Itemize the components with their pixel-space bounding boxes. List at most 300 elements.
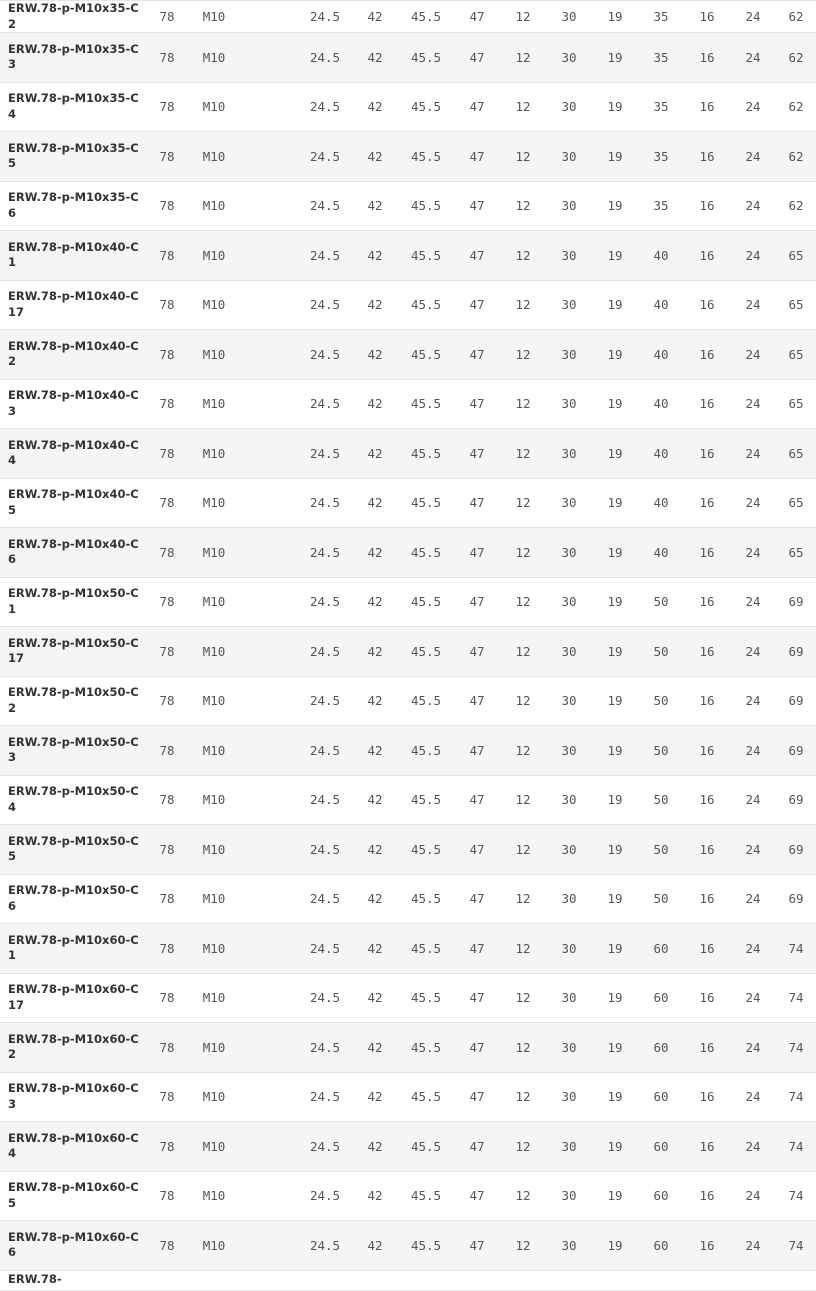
value-cell: 45.5 <box>398 181 454 231</box>
value-cell: 42 <box>352 429 398 479</box>
value-cell: 30 <box>546 379 592 429</box>
table-row[interactable] <box>0 1270 816 1290</box>
value-cell: M10 <box>190 280 238 330</box>
value-cell: 47 <box>454 874 500 924</box>
value-cell: 24 <box>730 33 776 83</box>
value-cell: 19 <box>592 825 638 875</box>
value-cell: 42 <box>352 1072 398 1122</box>
value-cell: 35 <box>638 132 684 182</box>
value-cell: 42 <box>352 231 398 281</box>
value-cell: 24.5 <box>298 1122 352 1172</box>
value-cell: 19 <box>592 478 638 528</box>
value-cell <box>546 1270 592 1290</box>
product-code-cell: ERW.78-p-M10x40-C17 <box>0 280 144 330</box>
value-cell: M10 <box>190 330 238 380</box>
value-cell <box>238 825 298 875</box>
product-code-cell: ERW.78-p-M10x50-C2 <box>0 676 144 726</box>
value-cell: 24.5 <box>298 82 352 132</box>
value-cell: 19 <box>592 676 638 726</box>
value-cell: 74 <box>776 1122 816 1172</box>
value-cell: 16 <box>684 1 730 33</box>
table-row[interactable] <box>0 132 816 182</box>
value-cell: 30 <box>546 1221 592 1271</box>
value-cell: 19 <box>592 231 638 281</box>
value-cell: 24 <box>730 181 776 231</box>
value-cell <box>238 82 298 132</box>
value-cell: 47 <box>454 1023 500 1073</box>
value-cell: 40 <box>638 330 684 380</box>
value-cell: 47 <box>454 726 500 776</box>
table-row[interactable] <box>0 775 816 825</box>
value-cell <box>454 1270 500 1290</box>
value-cell: 40 <box>638 379 684 429</box>
value-cell <box>298 1270 352 1290</box>
value-cell: 19 <box>592 379 638 429</box>
value-cell: M10 <box>190 379 238 429</box>
table-row[interactable] <box>0 825 816 875</box>
value-cell: M10 <box>190 775 238 825</box>
value-cell: 16 <box>684 676 730 726</box>
value-cell: 42 <box>352 676 398 726</box>
value-cell: 16 <box>684 775 730 825</box>
value-cell: 16 <box>684 726 730 776</box>
value-cell: 24 <box>730 825 776 875</box>
value-cell: 42 <box>352 726 398 776</box>
value-cell: M10 <box>190 478 238 528</box>
value-cell: 16 <box>684 478 730 528</box>
value-cell: 12 <box>500 1171 546 1221</box>
table-row[interactable] <box>0 577 816 627</box>
value-cell: M10 <box>190 726 238 776</box>
value-cell: 62 <box>776 82 816 132</box>
value-cell: 16 <box>684 82 730 132</box>
value-cell: 19 <box>592 627 638 677</box>
value-cell <box>238 33 298 83</box>
value-cell: 12 <box>500 577 546 627</box>
value-cell: 24 <box>730 528 776 578</box>
value-cell: M10 <box>190 676 238 726</box>
value-cell: 24.5 <box>298 775 352 825</box>
value-cell: 12 <box>500 280 546 330</box>
value-cell: 42 <box>352 478 398 528</box>
value-cell: 42 <box>352 82 398 132</box>
value-cell: 45.5 <box>398 775 454 825</box>
value-cell: 35 <box>638 82 684 132</box>
value-cell: 69 <box>776 676 816 726</box>
value-cell: 12 <box>500 1023 546 1073</box>
product-code-cell: ERW.78-p-M10x60-C1 <box>0 924 144 974</box>
value-cell: 16 <box>684 577 730 627</box>
value-cell: 45.5 <box>398 726 454 776</box>
value-cell: 35 <box>638 33 684 83</box>
value-cell: M10 <box>190 874 238 924</box>
product-code-cell: ERW.78-p-M10x40-C5 <box>0 478 144 528</box>
value-cell: 45.5 <box>398 577 454 627</box>
value-cell: 45.5 <box>398 1072 454 1122</box>
product-code-cell: ERW.78-p-M10x60-C17 <box>0 973 144 1023</box>
value-cell: 16 <box>684 132 730 182</box>
value-cell: M10 <box>190 82 238 132</box>
value-cell: 30 <box>546 676 592 726</box>
value-cell: 78 <box>144 726 190 776</box>
value-cell: 47 <box>454 1122 500 1172</box>
value-cell <box>352 1270 398 1290</box>
product-code-cell: ERW.78-p-M10x50-C3 <box>0 726 144 776</box>
value-cell: 50 <box>638 627 684 677</box>
value-cell: 19 <box>592 429 638 479</box>
value-cell: 30 <box>546 726 592 776</box>
value-cell: 78 <box>144 231 190 281</box>
value-cell: 24 <box>730 577 776 627</box>
value-cell: 12 <box>500 330 546 380</box>
value-cell: M10 <box>190 825 238 875</box>
value-cell <box>238 528 298 578</box>
table-row[interactable] <box>0 330 816 380</box>
value-cell: 65 <box>776 528 816 578</box>
value-cell: 19 <box>592 1171 638 1221</box>
value-cell: 45.5 <box>398 528 454 578</box>
value-cell: 12 <box>500 924 546 974</box>
table-row[interactable] <box>0 1122 816 1172</box>
value-cell: 42 <box>352 280 398 330</box>
value-cell: 24 <box>730 429 776 479</box>
product-code-cell: ERW.78-p-M10x60-C4 <box>0 1122 144 1172</box>
value-cell: 78 <box>144 627 190 677</box>
value-cell: 78 <box>144 33 190 83</box>
value-cell: 19 <box>592 132 638 182</box>
value-cell: M10 <box>190 132 238 182</box>
value-cell: 47 <box>454 379 500 429</box>
value-cell: 40 <box>638 528 684 578</box>
value-cell: 19 <box>592 1 638 33</box>
value-cell <box>684 1270 730 1290</box>
value-cell: M10 <box>190 577 238 627</box>
value-cell: 50 <box>638 775 684 825</box>
value-cell: 30 <box>546 775 592 825</box>
value-cell: 78 <box>144 577 190 627</box>
value-cell: 78 <box>144 924 190 974</box>
table-row[interactable] <box>0 429 816 479</box>
value-cell: 24 <box>730 874 776 924</box>
value-cell: 30 <box>546 429 592 479</box>
value-cell: 42 <box>352 874 398 924</box>
value-cell <box>238 132 298 182</box>
value-cell: M10 <box>190 1 238 33</box>
value-cell: 12 <box>500 1221 546 1271</box>
product-code-cell: ERW.78-p-M10x50-C4 <box>0 775 144 825</box>
value-cell: 12 <box>500 1122 546 1172</box>
table-row[interactable] <box>0 924 816 974</box>
value-cell: 45.5 <box>398 280 454 330</box>
value-cell <box>238 478 298 528</box>
value-cell <box>238 1270 298 1290</box>
value-cell <box>238 181 298 231</box>
value-cell: 19 <box>592 1072 638 1122</box>
value-cell: 30 <box>546 528 592 578</box>
value-cell <box>238 1072 298 1122</box>
value-cell: 47 <box>454 181 500 231</box>
value-cell: 24 <box>730 379 776 429</box>
value-cell: 74 <box>776 973 816 1023</box>
value-cell: 16 <box>684 379 730 429</box>
value-cell: 24.5 <box>298 1 352 33</box>
product-code-cell: ERW.78-p-M10x60-C6 <box>0 1221 144 1271</box>
value-cell: 45.5 <box>398 231 454 281</box>
value-cell: 42 <box>352 1122 398 1172</box>
value-cell: 45.5 <box>398 627 454 677</box>
value-cell: 12 <box>500 676 546 726</box>
value-cell: 45.5 <box>398 82 454 132</box>
value-cell: 16 <box>684 627 730 677</box>
value-cell <box>238 627 298 677</box>
value-cell: 24.5 <box>298 280 352 330</box>
value-cell: 78 <box>144 280 190 330</box>
value-cell: 78 <box>144 1072 190 1122</box>
value-cell: 50 <box>638 726 684 776</box>
value-cell: 16 <box>684 973 730 1023</box>
value-cell: M10 <box>190 1023 238 1073</box>
table-row[interactable] <box>0 280 816 330</box>
value-cell: 24 <box>730 726 776 776</box>
value-cell: 24.5 <box>298 1221 352 1271</box>
value-cell: 42 <box>352 825 398 875</box>
value-cell: 42 <box>352 924 398 974</box>
value-cell: 45.5 <box>398 1171 454 1221</box>
value-cell: 30 <box>546 1171 592 1221</box>
table-row[interactable] <box>0 231 816 281</box>
value-cell: 69 <box>776 775 816 825</box>
value-cell: 19 <box>592 330 638 380</box>
value-cell: 24.5 <box>298 429 352 479</box>
value-cell: 45.5 <box>398 1023 454 1073</box>
table-row[interactable] <box>0 1 816 33</box>
value-cell: 62 <box>776 132 816 182</box>
table-row[interactable] <box>0 379 816 429</box>
value-cell: 16 <box>684 924 730 974</box>
table-row[interactable] <box>0 627 816 677</box>
value-cell: 24.5 <box>298 1023 352 1073</box>
value-cell: 24 <box>730 330 776 380</box>
value-cell: 24 <box>730 1072 776 1122</box>
value-cell: 42 <box>352 528 398 578</box>
value-cell: 42 <box>352 379 398 429</box>
value-cell: 30 <box>546 924 592 974</box>
value-cell: 65 <box>776 478 816 528</box>
value-cell: 62 <box>776 1 816 33</box>
value-cell: 16 <box>684 1023 730 1073</box>
value-cell: 16 <box>684 33 730 83</box>
table-row[interactable] <box>0 33 816 83</box>
value-cell: 16 <box>684 874 730 924</box>
value-cell: 47 <box>454 1171 500 1221</box>
value-cell: 19 <box>592 528 638 578</box>
value-cell: 12 <box>500 726 546 776</box>
value-cell: 78 <box>144 478 190 528</box>
product-code-cell: ERW.78-p-M10x60-C5 <box>0 1171 144 1221</box>
value-cell: 30 <box>546 973 592 1023</box>
value-cell: 19 <box>592 726 638 776</box>
value-cell: 42 <box>352 330 398 380</box>
value-cell: 24 <box>730 1023 776 1073</box>
table-row[interactable] <box>0 726 816 776</box>
value-cell: 62 <box>776 33 816 83</box>
value-cell: 19 <box>592 973 638 1023</box>
value-cell: 30 <box>546 825 592 875</box>
value-cell: 74 <box>776 1023 816 1073</box>
value-cell: 24 <box>730 132 776 182</box>
value-cell: M10 <box>190 33 238 83</box>
value-cell: 24 <box>730 627 776 677</box>
product-code-cell: ERW.78-p-M10x60-C2 <box>0 1023 144 1073</box>
value-cell <box>238 330 298 380</box>
value-cell: 65 <box>776 379 816 429</box>
value-cell: 65 <box>776 429 816 479</box>
value-cell <box>238 1 298 33</box>
table-row[interactable] <box>0 478 816 528</box>
product-code-cell: ERW.78-p-M10x60-C3 <box>0 1072 144 1122</box>
value-cell: 35 <box>638 1 684 33</box>
value-cell: 74 <box>776 1171 816 1221</box>
value-cell: 16 <box>684 280 730 330</box>
product-code-cell: ERW.78- <box>0 1270 144 1290</box>
table-row[interactable] <box>0 528 816 578</box>
value-cell: 19 <box>592 1221 638 1271</box>
value-cell: 47 <box>454 1221 500 1271</box>
value-cell: 19 <box>592 874 638 924</box>
value-cell: 50 <box>638 577 684 627</box>
value-cell <box>238 874 298 924</box>
value-cell: 65 <box>776 231 816 281</box>
table-row[interactable] <box>0 1171 816 1221</box>
value-cell: 45.5 <box>398 874 454 924</box>
table-row[interactable] <box>0 1072 816 1122</box>
value-cell: 42 <box>352 577 398 627</box>
value-cell: 42 <box>352 132 398 182</box>
value-cell: 78 <box>144 775 190 825</box>
value-cell: 35 <box>638 181 684 231</box>
table-row[interactable] <box>0 1221 816 1271</box>
value-cell: 60 <box>638 924 684 974</box>
product-code-cell: ERW.78-p-M10x35-C4 <box>0 82 144 132</box>
value-cell: M10 <box>190 627 238 677</box>
value-cell: 40 <box>638 231 684 281</box>
value-cell: 47 <box>454 1 500 33</box>
value-cell: 47 <box>454 429 500 479</box>
value-cell: 45.5 <box>398 132 454 182</box>
value-cell: M10 <box>190 1122 238 1172</box>
value-cell: 69 <box>776 627 816 677</box>
value-cell: 24.5 <box>298 528 352 578</box>
value-cell: 78 <box>144 330 190 380</box>
value-cell: M10 <box>190 181 238 231</box>
product-code-cell: ERW.78-p-M10x50-C17 <box>0 627 144 677</box>
value-cell: 30 <box>546 82 592 132</box>
value-cell: 30 <box>546 1122 592 1172</box>
value-cell: 47 <box>454 132 500 182</box>
value-cell: 24.5 <box>298 478 352 528</box>
value-cell: 42 <box>352 1 398 33</box>
value-cell: 24 <box>730 280 776 330</box>
value-cell: 47 <box>454 973 500 1023</box>
value-cell: 42 <box>352 1023 398 1073</box>
value-cell <box>190 1270 238 1290</box>
value-cell <box>238 379 298 429</box>
value-cell: 19 <box>592 280 638 330</box>
value-cell: 42 <box>352 973 398 1023</box>
value-cell: 50 <box>638 874 684 924</box>
table-row[interactable] <box>0 1023 816 1073</box>
value-cell: M10 <box>190 429 238 479</box>
value-cell: 19 <box>592 82 638 132</box>
value-cell: 12 <box>500 379 546 429</box>
value-cell: 30 <box>546 1072 592 1122</box>
table-row[interactable] <box>0 874 816 924</box>
value-cell <box>398 1270 454 1290</box>
value-cell: 16 <box>684 429 730 479</box>
value-cell: 69 <box>776 874 816 924</box>
table-row[interactable] <box>0 973 816 1023</box>
table-row[interactable] <box>0 181 816 231</box>
value-cell: 78 <box>144 1171 190 1221</box>
value-cell: 12 <box>500 429 546 479</box>
value-cell: 24.5 <box>298 379 352 429</box>
value-cell: 60 <box>638 1072 684 1122</box>
value-cell: 69 <box>776 726 816 776</box>
spec-table-body <box>0 1 816 1291</box>
value-cell: 78 <box>144 1221 190 1271</box>
value-cell: 12 <box>500 1072 546 1122</box>
value-cell: 65 <box>776 330 816 380</box>
value-cell: 24.5 <box>298 1072 352 1122</box>
value-cell: 24 <box>730 775 776 825</box>
value-cell: 24 <box>730 1221 776 1271</box>
value-cell: 16 <box>684 528 730 578</box>
value-cell: 45.5 <box>398 330 454 380</box>
value-cell <box>238 1023 298 1073</box>
product-code-cell: ERW.78-p-M10x50-C5 <box>0 825 144 875</box>
value-cell: 60 <box>638 1171 684 1221</box>
value-cell: 45.5 <box>398 429 454 479</box>
value-cell: 78 <box>144 973 190 1023</box>
value-cell: 30 <box>546 1023 592 1073</box>
value-cell: 69 <box>776 577 816 627</box>
value-cell: 24.5 <box>298 181 352 231</box>
value-cell: 24 <box>730 1 776 33</box>
value-cell: 42 <box>352 627 398 677</box>
value-cell: 16 <box>684 231 730 281</box>
value-cell <box>238 924 298 974</box>
value-cell: 62 <box>776 181 816 231</box>
value-cell: 24 <box>730 231 776 281</box>
value-cell: M10 <box>190 1072 238 1122</box>
product-code-cell: ERW.78-p-M10x35-C2 <box>0 1 144 33</box>
value-cell: 16 <box>684 181 730 231</box>
value-cell: 45.5 <box>398 825 454 875</box>
value-cell: 24.5 <box>298 874 352 924</box>
value-cell: 78 <box>144 874 190 924</box>
value-cell: 47 <box>454 775 500 825</box>
value-cell <box>730 1270 776 1290</box>
value-cell: 74 <box>776 924 816 974</box>
table-row[interactable] <box>0 676 816 726</box>
value-cell: 78 <box>144 676 190 726</box>
value-cell <box>238 577 298 627</box>
value-cell: 24.5 <box>298 132 352 182</box>
value-cell <box>238 429 298 479</box>
value-cell: 42 <box>352 33 398 83</box>
table-row[interactable] <box>0 82 816 132</box>
value-cell: 74 <box>776 1072 816 1122</box>
